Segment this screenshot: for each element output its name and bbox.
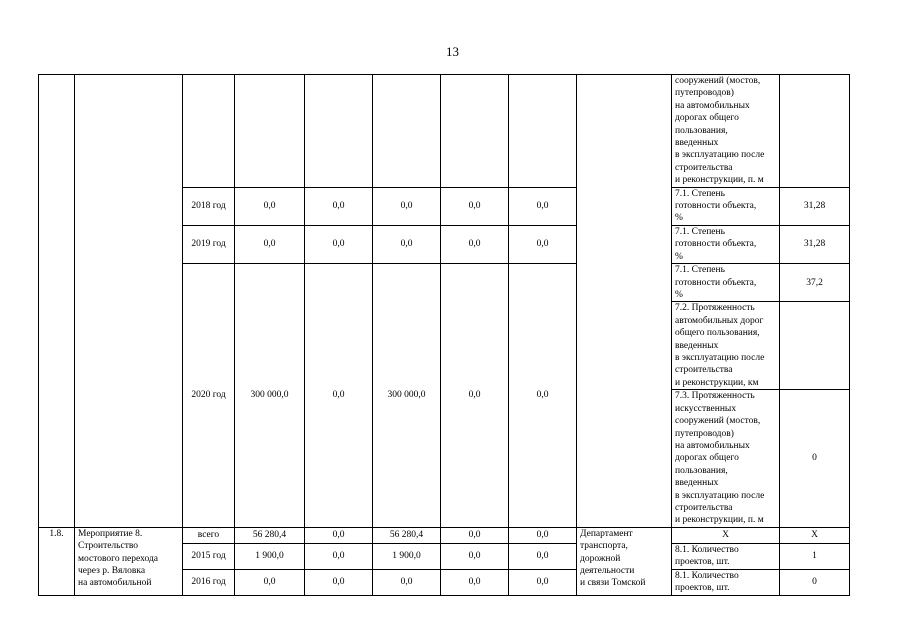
- amount-cell: 0,0: [441, 543, 509, 569]
- value-cell: [780, 75, 850, 188]
- indicator-line: и реконструкции, п. м: [675, 515, 764, 526]
- indicator-line: пользования,: [675, 465, 728, 476]
- indicator-line: 7.1. Степень: [675, 265, 725, 276]
- cell-year-empty: [183, 75, 235, 188]
- indicator-line: %: [675, 251, 683, 262]
- indicator-cell: [672, 390, 780, 527]
- year-cell: всего: [183, 527, 235, 543]
- indicator-line: путепроводов): [675, 88, 734, 99]
- indicator-cell: [672, 264, 780, 302]
- amount-cell: 0,0: [509, 187, 577, 225]
- indicator-line: строительства: [675, 365, 733, 376]
- indicator-line: строительства: [675, 162, 733, 173]
- indicator-line: и реконструкции, п. м: [675, 175, 764, 186]
- amount-cell: 0,0: [305, 527, 373, 543]
- indicator-line: 7.3. Протяженность: [675, 391, 755, 402]
- event-name-line: на автомобильной: [78, 578, 152, 589]
- indicator-line: готовности объекта,: [675, 239, 757, 250]
- value-cell: 37,2: [780, 264, 850, 302]
- amount-cell: 300 000,0: [373, 264, 441, 528]
- amount-cell: 56 280,4: [235, 527, 305, 543]
- event-number: 1.8.: [39, 527, 75, 595]
- indicator-line: искусственных: [675, 403, 737, 414]
- amount-cell: 0,0: [305, 225, 373, 263]
- event-name-line: мостового перехода: [78, 553, 159, 564]
- executor-line: и связи Томской: [580, 578, 646, 589]
- indicator-line: в эксплуатацию после: [675, 352, 765, 363]
- cell-empty: [373, 75, 441, 188]
- value-cell: 31,28: [780, 225, 850, 263]
- cell-name-continued: [75, 75, 183, 528]
- amount-cell: 1 900,0: [373, 543, 441, 569]
- year-cell: 2020 год: [183, 264, 235, 528]
- indicator-line: готовности объекта,: [675, 201, 757, 212]
- value-cell: [780, 302, 850, 390]
- event-name-line: Строительство: [78, 541, 139, 552]
- executor-line: деятельности: [580, 566, 635, 576]
- value-cell: 31,28: [780, 187, 850, 225]
- amount-cell: 0,0: [235, 569, 305, 595]
- event-name: [75, 527, 183, 595]
- cell-number-continued: [39, 75, 75, 528]
- cell-executor-continued: [577, 75, 672, 528]
- executor-cell: [577, 527, 672, 595]
- indicator-cell: [672, 225, 780, 263]
- cell-empty: [441, 75, 509, 188]
- indicator-line: введенных: [675, 478, 719, 489]
- indicator-line: проектов, шт.: [675, 583, 730, 594]
- amount-cell: 0,0: [441, 527, 509, 543]
- indicator-cell: Х: [672, 527, 780, 543]
- value-cell: 0: [780, 569, 850, 595]
- indicator-cell: [672, 302, 780, 390]
- indicator-line: 8.1. Количество: [675, 570, 739, 581]
- table-row: [39, 527, 850, 543]
- table-row: [39, 75, 850, 188]
- indicator-line: сооружений (мостов,: [675, 416, 761, 427]
- indicator-line: введенных: [675, 340, 719, 351]
- amount-cell: 0,0: [441, 264, 509, 528]
- indicator-line: 7.1. Степень: [675, 226, 725, 237]
- indicator-line: строительства: [675, 502, 733, 513]
- amount-cell: 0,0: [235, 225, 305, 263]
- indicator-line: в эксплуатацию после: [675, 490, 765, 501]
- executor-line: транспорта,: [580, 541, 628, 552]
- indicator-line: общего пользования,: [675, 328, 760, 339]
- amount-cell: 0,0: [509, 527, 577, 543]
- indicator-line: путепроводов): [675, 428, 734, 439]
- executor-line: Департамент: [580, 528, 633, 539]
- indicator-line: и реконструкции, км: [675, 377, 759, 388]
- value-cell: 1: [780, 543, 850, 569]
- amount-cell: 0,0: [373, 225, 441, 263]
- amount-cell: 0,0: [235, 187, 305, 225]
- year-cell: 2016 год: [183, 569, 235, 595]
- page-number: 13: [446, 44, 459, 59]
- amount-cell: 0,0: [305, 187, 373, 225]
- amount-cell: 0,0: [305, 264, 373, 528]
- indicator-cell: [672, 187, 780, 225]
- amount-cell: 1 900,0: [235, 543, 305, 569]
- amount-cell: 0,0: [509, 225, 577, 263]
- indicator-line: дорогах общего: [675, 113, 739, 124]
- amount-cell: 0,0: [509, 543, 577, 569]
- value-cell: 0: [780, 390, 850, 527]
- indicator-line: дорогах общего: [675, 453, 739, 464]
- indicator-line: введенных: [675, 138, 719, 149]
- indicator-line: 8.1. Количество: [675, 544, 739, 555]
- amount-cell: 0,0: [373, 187, 441, 225]
- indicator-line: на автомобильных: [675, 100, 750, 111]
- amount-cell: 0,0: [373, 569, 441, 595]
- amount-cell: 0,0: [441, 225, 509, 263]
- amount-cell: 0,0: [441, 569, 509, 595]
- indicator-line: проектов, шт.: [675, 557, 730, 568]
- indicator-cell: [672, 543, 780, 569]
- amount-cell: 0,0: [305, 543, 373, 569]
- amount-cell: 0,0: [305, 569, 373, 595]
- cell-empty: [235, 75, 305, 188]
- year-cell: 2015 год: [183, 543, 235, 569]
- value-cell: Х: [780, 527, 850, 543]
- amount-cell: 0,0: [509, 569, 577, 595]
- program-table: [38, 74, 850, 596]
- indicator-line: %: [675, 213, 683, 224]
- indicator-line: в эксплуатацию после: [675, 150, 765, 161]
- executor-line: дорожной: [580, 553, 621, 564]
- cell-empty: [509, 75, 577, 188]
- indicator-line: готовности объекта,: [675, 277, 757, 288]
- year-cell: 2019 год: [183, 225, 235, 263]
- indicator-line: 7.1. Степень: [675, 188, 725, 199]
- amount-cell: 0,0: [441, 187, 509, 225]
- amount-cell: 300 000,0: [235, 264, 305, 528]
- amount-cell: 56 280,4: [373, 527, 441, 543]
- indicator-line: на автомобильных: [675, 440, 750, 451]
- indicator-line: 7.2. Протяженность: [675, 303, 755, 314]
- indicator-line: автомобильных дорог: [675, 315, 764, 326]
- event-name-line: через р. Вяловка: [78, 566, 146, 576]
- indicator-cell: [672, 569, 780, 595]
- indicator-line: сооружений (мостов,: [675, 76, 761, 86]
- indicator-line: пользования,: [675, 125, 728, 136]
- cell-empty: [305, 75, 373, 188]
- year-cell: 2018 год: [183, 187, 235, 225]
- amount-cell: 0,0: [509, 264, 577, 528]
- event-name-line: Мероприятие 8.: [78, 528, 143, 539]
- indicator-line: %: [675, 289, 683, 300]
- indicator-cell: [672, 75, 780, 188]
